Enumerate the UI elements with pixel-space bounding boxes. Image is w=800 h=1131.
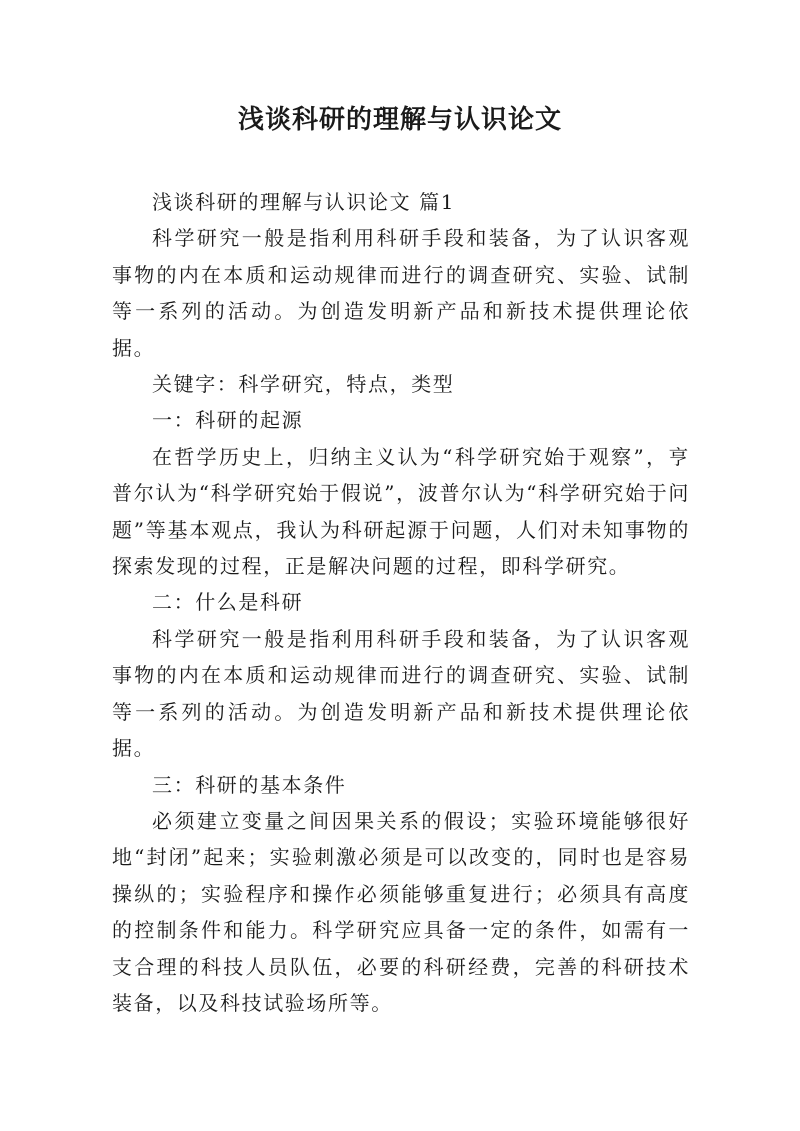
- section-heading: 一：科研的起源: [152, 408, 304, 433]
- paragraph: 在哲学历史上，归纳主义认为“科学研究始于观察”，亨普尔认为“科学研究始于假说”，波普尔认为“科学研究始于问题”等基本观点，我认为科研起源于问题，人们对未知事物的探索发现的过程，正是解决问题的过程，即科学研究。: [112, 444, 690, 579]
- document-body: [112, 184, 690, 1021]
- section-heading: 三：科研的基本条件: [152, 772, 347, 797]
- document-title: 浅谈科研的理解与认识论文: [237, 105, 562, 135]
- paragraph: 科学研究一般是指利用科研手段和装备，为了认识客观事物的内在本质和运动规律而进行的调查研究、实验、试制等一系列的活动。为创造发明新产品和新技术提供理论依据。: [112, 626, 690, 761]
- paragraph-heading: 浅谈科研的理解与认识论文 篇1: [152, 190, 456, 214]
- paragraph: 必须建立变量之间因果关系的假设；实验环境能够很好地“封闭”起来；实验刺激必须是可以改变的，同时也是容易操纵的；实验程序和操作必须能够重复进行；必须具有高度的控制条件和能力。科学研究应具备一定的条件，如需有一支合理的科技人员队伍，必要的科研经费，完善的科研技术装备，以及科技试验场所等。: [112, 808, 690, 1015]
- keywords-line: 关键字：科学研究，特点，类型: [152, 372, 455, 397]
- paragraph: 科学研究一般是指利用科研手段和装备，为了认识客观事物的内在本质和运动规律而进行的调查研究、实验、试制等一系列的活动。为创造发明新产品和新技术提供理论依据。: [112, 226, 690, 360]
- section-heading: 二：什么是科研: [152, 590, 304, 615]
